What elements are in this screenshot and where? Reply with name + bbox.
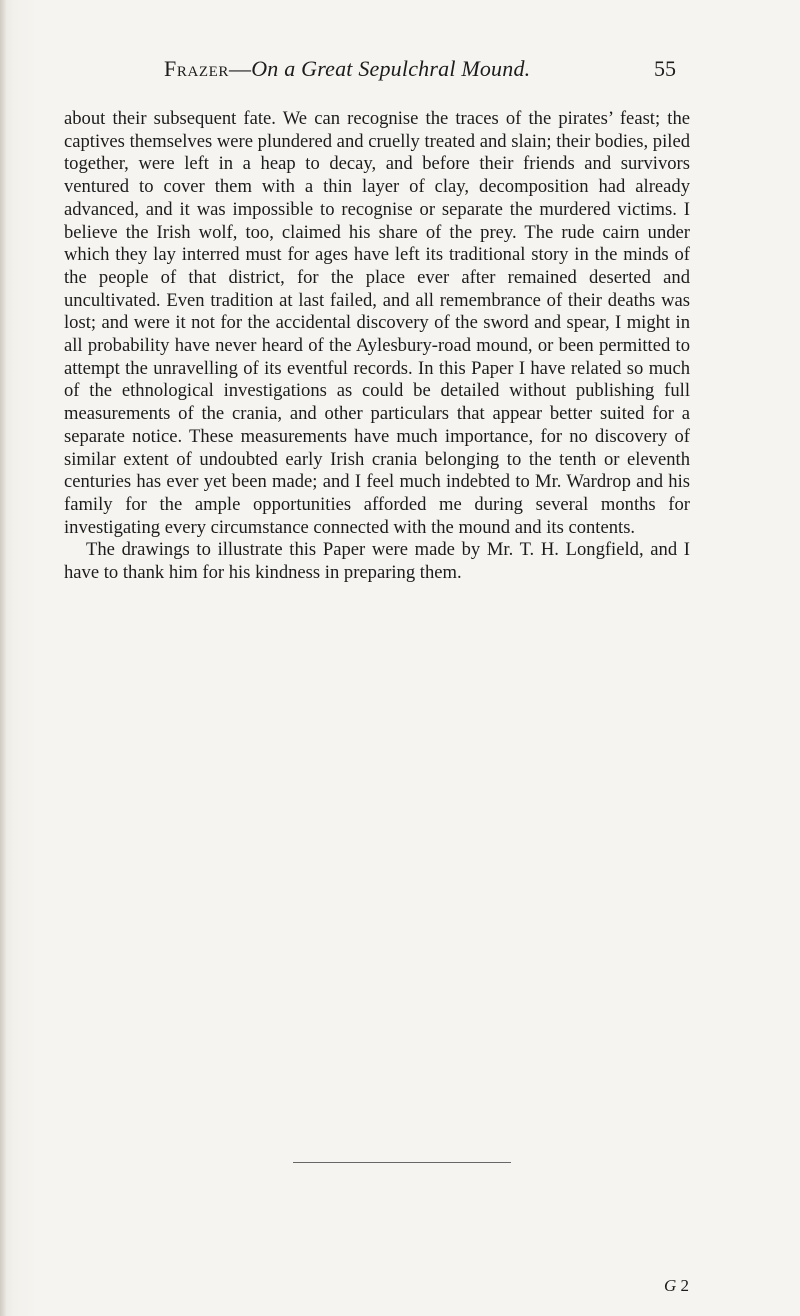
- signature-number: 2: [680, 1276, 690, 1295]
- running-head-separator: —: [229, 56, 252, 81]
- running-head: [164, 56, 684, 82]
- section-end-rule: [293, 1162, 511, 1163]
- page-gutter-edge: [0, 0, 6, 1316]
- signature-letter: G: [664, 1276, 677, 1295]
- body-text: [64, 108, 690, 585]
- running-head-author: Frazer: [164, 56, 230, 81]
- page-number: 55: [654, 56, 676, 81]
- paragraph-2: The drawings to illustrate this Paper were made by Mr. T. H. Longfield, and I have to thank him for his kindness in preparing them.: [64, 539, 690, 584]
- signature-mark: [664, 1276, 689, 1296]
- running-head-title: On a Great Sepulchral Mound.: [251, 56, 531, 81]
- paragraph-1: about their subsequent fate. We can recognise the traces of the pirates’ feast; the captives themselves were plundered and cruelly treated and slain; their bodies, piled together, were left in a heap to decay, and before their friends and survivors ventured to cover them with a thin layer of clay, decomposition had already advanced, and it was impossible to recognise or separate the murdered victims. I believe the Irish wolf, too, claimed his share of the prey. The rude cairn under which they lay interred must for ages have left its traditional story in the minds of the people of that district, for the place ever after remained deserted and uncultivated. Even tradition at last failed, and all remembrance of their deaths was lost; and were it not for the accidental discovery of the sword and spear, I might in all probability have never heard of the Aylesbury-road mound, or been permitted to attempt the unravelling of its eventful records. In this Paper I have related so much of the ethnological investigations as could be detailed without publishing full measurements of the crania, and other particulars that appear better suited for a separate notice. These measurements have much importance, for no discovery of similar extent of undoubted early Irish crania belonging to the tenth or eleventh centuries has ever yet been made; and I feel much indebted to Mr. Wardrop and his family for the ample opportunities afforded me during several months for investigating every circumstance connected with the mound and its contents.: [64, 108, 690, 538]
